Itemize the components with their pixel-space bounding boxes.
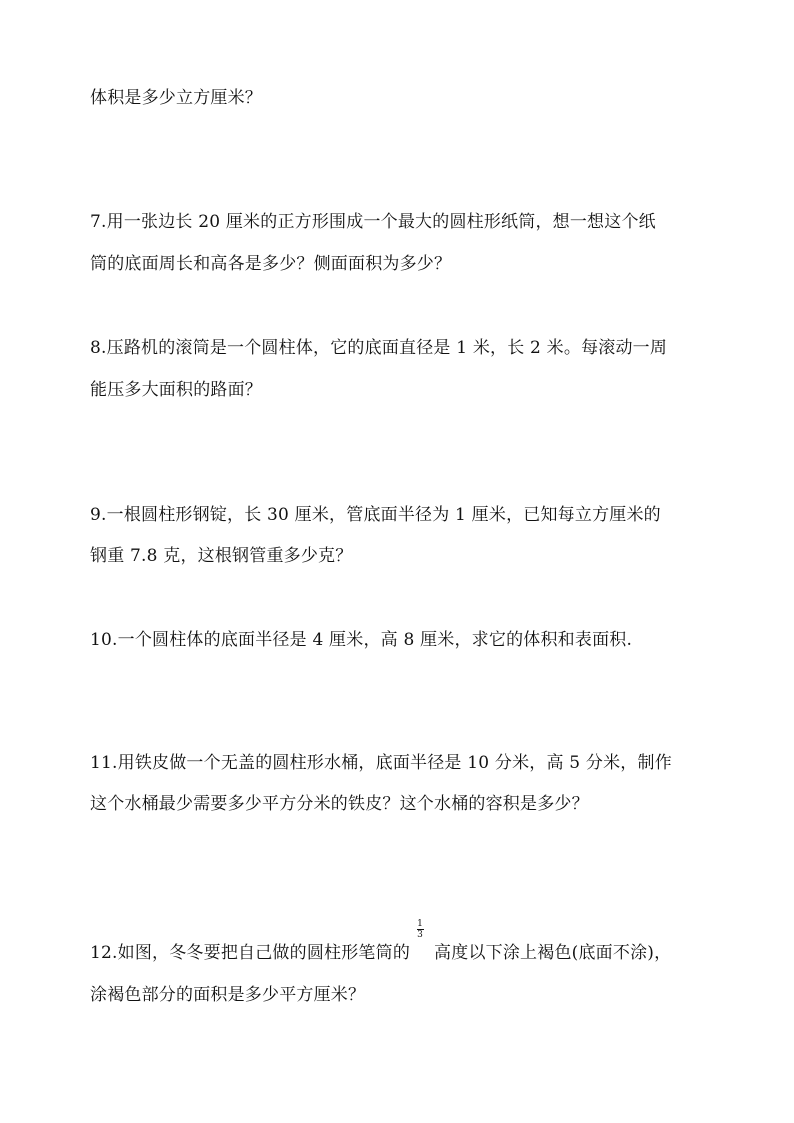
question-9-line-2: 钢重 7.8 克，这根钢管重多少克？ xyxy=(90,546,353,566)
question-11-line-1: 11.用铁皮做一个无盖的圆柱形水桶，底面半径是 10 分米，高 5 分米，制作 xyxy=(90,753,672,773)
question-8-line-1: 8.压路机的滚筒是一个圆柱体，它的底面直径是 1 米，长 2 米。每滚动一周 xyxy=(90,338,668,358)
question-11-line-2: 这个水桶最少需要多少平方分米的铁皮？这个水桶的容积是多少？ xyxy=(90,794,589,814)
question-6-continuation: 体积是多少立方厘米？ xyxy=(90,88,262,108)
question-12-line-2: 涂褐色部分的面积是多少平方厘米？ xyxy=(90,985,366,1005)
fraction-denominator: 3 xyxy=(417,930,424,940)
one-third-fraction xyxy=(412,919,428,939)
question-8-line-2: 能压多大面积的路面？ xyxy=(90,380,262,400)
question-12-text-before-fraction: 12.如图，冬冬要把自己做的圆柱形笔筒的 xyxy=(90,943,411,963)
question-12-text-after-fraction: 高度以下涂上褐色(底面不涂)， xyxy=(434,943,672,963)
question-12-line-1 xyxy=(90,919,672,963)
question-10: 10.一个圆柱体的底面半径是 4 厘米，高 8 厘米，求它的体积和表面积. xyxy=(90,630,633,650)
question-7-line-2: 筒的底面周长和高各是多少？侧面面积为多少？ xyxy=(90,254,452,274)
fraction-numerator: 1 xyxy=(417,919,424,929)
question-7-line-1: 7.用一张边长 20 厘米的正方形围成一个最大的圆柱形纸筒，想一想这个纸 xyxy=(90,212,656,232)
question-9-line-1: 9.一根圆柱形钢锭，长 30 厘米，管底面半径为 1 厘米，已知每立方厘米的 xyxy=(90,505,661,525)
